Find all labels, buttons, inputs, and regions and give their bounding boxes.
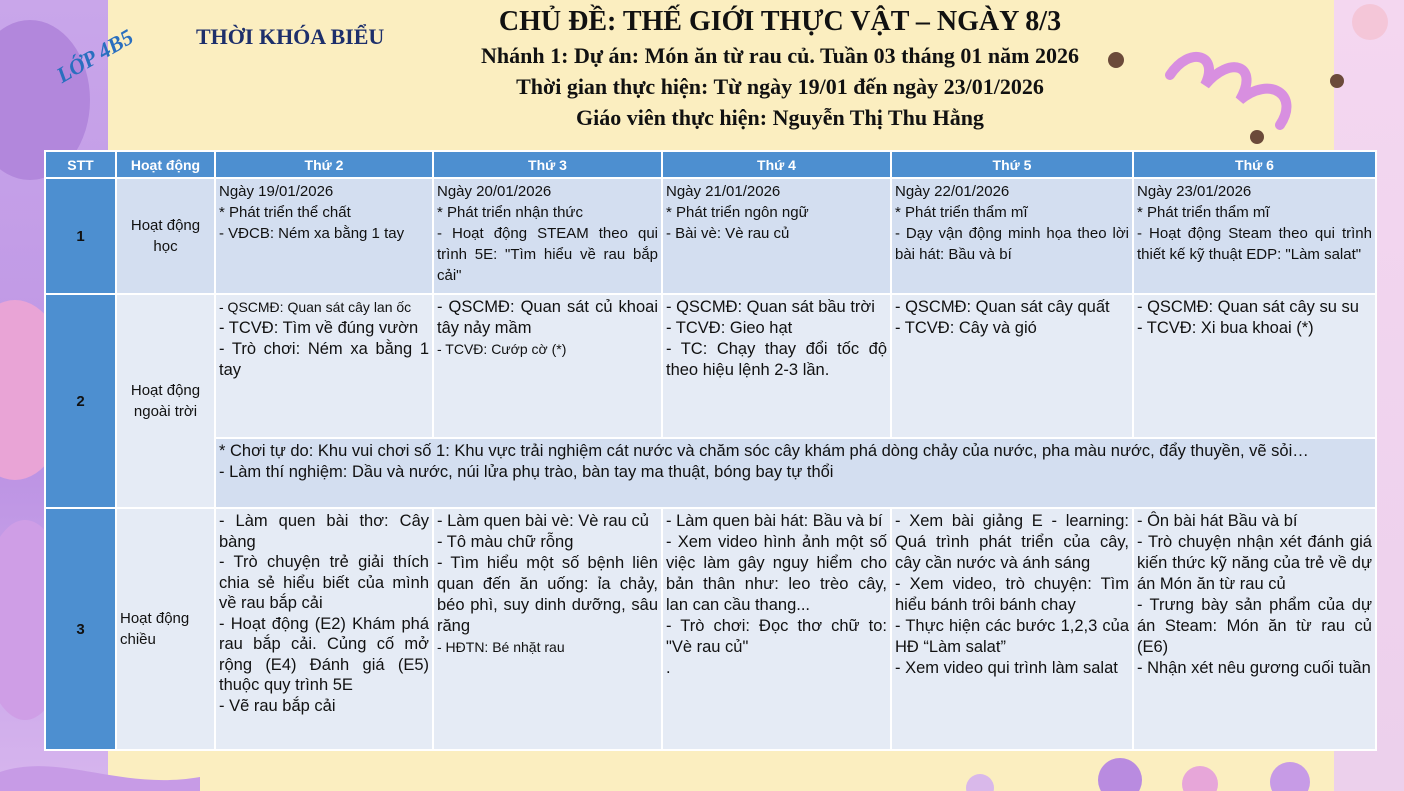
- cell-line: - TC: Chạy thay đổi tốc độ theo hiệu lệnh 2-3 lần.: [666, 340, 887, 379]
- cell-line: - Xem video, trò chuyện: Tìm hiểu bánh trôi bánh chay: [895, 575, 1129, 614]
- day-cell: [215, 178, 433, 294]
- cell-line: - QSCMĐ: Quan sát bầu trời: [666, 298, 875, 316]
- day-cell: [1133, 294, 1376, 438]
- day-cell: [891, 178, 1133, 294]
- day-cell: [215, 294, 433, 438]
- day-cell: [662, 508, 891, 750]
- col-header-thu: Thứ 5: [891, 151, 1133, 178]
- cell-line: - Ôn bài hát Bầu và bí: [1137, 512, 1298, 530]
- cell-line: - Tô màu chữ rỗng: [437, 533, 574, 551]
- cell-line: - Tìm hiểu một số bệnh liên quan đến ăn uống: ỉa chảy, béo phì, suy dinh dưỡng, sâu răng: [437, 554, 658, 635]
- cell-line: - TCVĐ: Cướp cờ (*): [437, 341, 567, 357]
- table-row: [45, 438, 1376, 508]
- col-header-fri: Thứ 6: [1133, 151, 1376, 178]
- cell-line: - Xem bài giảng E - learning: Quá trình phát triển của cây, cây cần nước và ánh sáng: [895, 512, 1129, 572]
- cell-line: - Trò chơi: Đọc thơ chữ to: "Vè rau củ": [666, 617, 887, 656]
- cell-line: - Trò chuyện trẻ giải thích chia sẻ hiểu biết của mình về rau bắp cải: [219, 553, 429, 612]
- cell-line: - Hoạt động STEAM theo qui trình 5E: "Tìm hiểu về rau bắp cải": [437, 225, 658, 284]
- cell-line: * Phát triển thẩm mĩ: [895, 204, 1028, 221]
- stt-cell: 2: [45, 294, 116, 508]
- day-cell: [891, 294, 1133, 438]
- table-row: [45, 294, 1376, 438]
- cell-line: Ngày 19/01/2026: [219, 183, 334, 200]
- period-title: Thời gian thực hiện: Từ ngày 19/01 đến ngày 23/01/2026: [516, 74, 1044, 99]
- branch-title: Nhánh 1: Dự án: Món ăn từ rau củ. Tuần 03 tháng 01 năm 2026: [481, 43, 1079, 68]
- col-header-tue: Thứ 3: [433, 151, 662, 178]
- cell-line: - Làm quen bài vè: Vè rau củ: [437, 512, 649, 530]
- cell-line: - QSCMĐ: Quan sát cây su su: [1137, 298, 1359, 316]
- cell-line: - Trò chuyện nhận xét đánh giá kiến thức kỹ năng của trẻ về dự án Món ăn từ rau củ: [1137, 533, 1372, 593]
- day-cell: [433, 508, 662, 750]
- title-block: [430, 4, 1130, 133]
- col-header-wed: Thứ 4: [662, 151, 891, 178]
- squiggle-decor: [1160, 45, 1310, 145]
- decor-dot: [1352, 4, 1388, 40]
- cell-line: - TCVĐ: Cây và gió: [895, 319, 1037, 337]
- col-header-activity: Hoạt động: [116, 151, 215, 178]
- day-cell: [891, 508, 1133, 750]
- stt-cell: 3: [45, 508, 116, 750]
- cell-line: Ngày 23/01/2026: [1137, 183, 1252, 200]
- class-label: LỚP 4B5: [52, 23, 138, 88]
- cell-line: - Làm quen bài hát: Bầu và bí: [666, 512, 883, 530]
- cell-line: - Nhận xét nêu gương cuối tuần: [1137, 659, 1371, 677]
- cell-line: .: [666, 659, 671, 677]
- stt-cell: 1: [45, 178, 116, 294]
- cell-line: - QSCMĐ: Quan sát cây quất: [895, 298, 1110, 316]
- cell-line: - Trưng bày sản phẩm của dự án Steam: Món ăn từ rau củ (E6): [1137, 596, 1372, 656]
- day-cell: [433, 294, 662, 438]
- cell-line: - TCVĐ: Tìm về đúng vườn: [219, 319, 419, 337]
- cell-line: - Vẽ rau bắp cải: [219, 696, 336, 715]
- day-cell: [662, 178, 891, 294]
- activity-cell: Hoạt động ngoài trời: [116, 294, 215, 508]
- cell-line: - Thực hiện các bước 1,2,3 của HĐ “Làm salat”: [895, 617, 1129, 656]
- decor-dot: [1330, 74, 1344, 88]
- cell-line: Ngày 20/01/2026: [437, 183, 552, 200]
- cell-line: - Hoạt động Steam theo qui trình thiết kế kỹ thuật EDP: "Làm salat": [1137, 225, 1372, 263]
- free-play-text: * Chơi tự do: Khu vui chơi số 1: Khu vực trải nghiệm cát nước và chăm sóc cây khám phá dòng chảy của nước, pha màu nước, đẩy thuyền, vẽ sỏi…: [219, 442, 1309, 460]
- cell-line: - Dạy vận động minh họa theo lời bài hát: Bầu và bí: [895, 225, 1129, 263]
- cell-line: - TCVĐ: Xi bua khoai (*): [1137, 319, 1314, 337]
- schedule-table: [44, 150, 1377, 751]
- table-row: [45, 178, 1376, 294]
- cell-line: - QSCMĐ: Quan sát cây lan ốc: [219, 299, 412, 315]
- table-header-row: [45, 151, 1376, 178]
- cell-line: * Phát triển nhận thức: [437, 204, 583, 221]
- cell-line: - VĐCB: Ném xa bằng 1 tay: [219, 225, 405, 242]
- col-header-stt: STT: [45, 151, 116, 178]
- cell-line: * Phát triển thẩm mĩ: [1137, 204, 1270, 221]
- day-cell: [1133, 508, 1376, 750]
- bottom-decor-wave: [0, 752, 1404, 791]
- cell-line: - Hoạt động (E2) Khám phá rau bắp cải. Củng cố mở rộng (E4) Đánh giá (E5) thuộc quy trình 5E: [219, 614, 429, 694]
- experiment-text: - Làm thí nghiệm: Dầu và nước, núi lửa phụ trào, bàn tay ma thuật, bóng bay tự thổi: [219, 463, 834, 481]
- cell-line: - TCVĐ: Gieo hạt: [666, 319, 793, 337]
- topic-title: CHỦ ĐỀ: THẾ GIỚI THỰC VẬT – NGÀY 8/3: [498, 6, 1062, 37]
- cell-line: - Trò chơi: Ném xa bằng 1 tay: [219, 340, 429, 379]
- activity-cell: Hoạt động chiều: [116, 508, 215, 750]
- col-header-mon: Thứ 2: [215, 151, 433, 178]
- table-row: [45, 508, 1376, 750]
- cell-line: - Xem video hình ảnh một số việc làm gây nguy hiểm cho bản thân như: leo trèo cây, lan can cầu thang...: [666, 533, 887, 614]
- free-play-cell: [215, 438, 1376, 508]
- cell-line: - Xem video qui trình làm salat: [895, 659, 1118, 677]
- cell-line: - HĐTN: Bé nhặt rau: [437, 639, 565, 655]
- cell-line: - Làm quen bài thơ: Cây bàng: [219, 512, 429, 551]
- day-cell: [433, 178, 662, 294]
- cell-line: - Bài vè: Vè rau củ: [666, 225, 790, 242]
- day-cell: [662, 294, 891, 438]
- cell-line: Ngày 22/01/2026: [895, 183, 1010, 200]
- activity-cell: Hoạt động học: [116, 178, 215, 294]
- day-cell: [215, 508, 433, 750]
- cell-line: - QSCMĐ: Quan sát củ khoai tây nảy mầm: [437, 298, 658, 337]
- teacher-title: Giáo viên thực hiện: Nguyễn Thị Thu Hằng: [576, 105, 984, 130]
- schedule-title: THỜI KHÓA BIỂU: [196, 24, 385, 49]
- cell-line: Ngày 21/01/2026: [666, 183, 781, 200]
- cell-line: * Phát triển thể chất: [219, 204, 351, 221]
- day-cell: [1133, 178, 1376, 294]
- cell-line: * Phát triển ngôn ngữ: [666, 204, 809, 221]
